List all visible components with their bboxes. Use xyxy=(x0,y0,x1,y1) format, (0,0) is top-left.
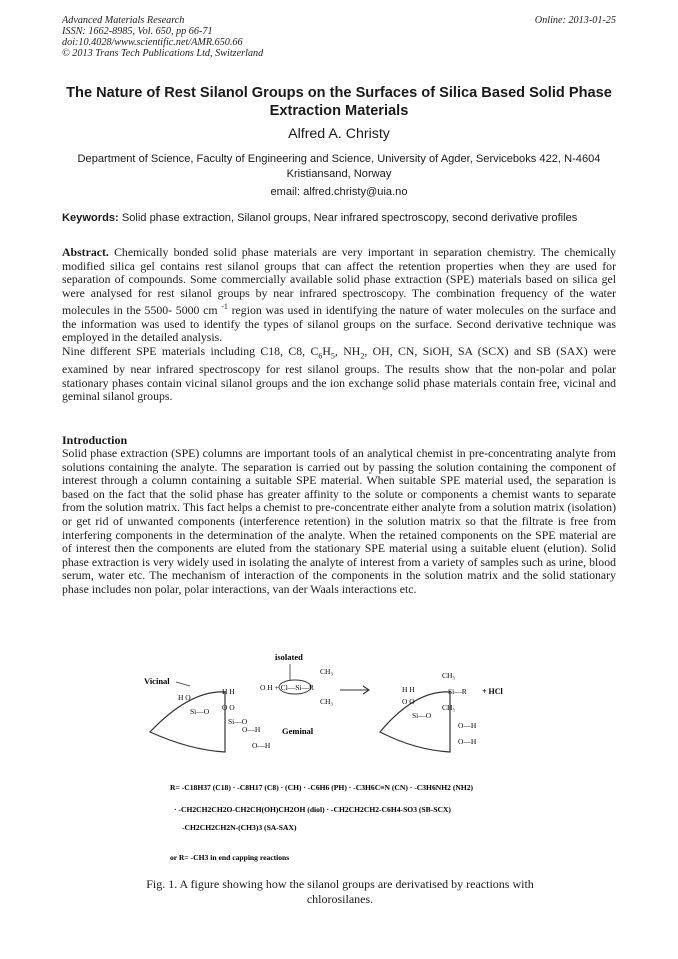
label-vicinal: Vicinal xyxy=(144,676,170,686)
svg-text:Si—O: Si—O xyxy=(190,707,210,716)
svg-text:O O: O O xyxy=(222,703,235,712)
svg-text:O—H: O—H xyxy=(252,741,271,750)
keywords-text: Solid phase extraction, Silanol groups, Near infrared spectroscopy, second derivative profiles xyxy=(121,212,578,224)
label-isolated: isolated xyxy=(275,652,303,662)
svg-text:CH₃: CH₃ xyxy=(320,697,334,706)
abstract-text-f: , OH, CN, SiOH, SA (SCX) and SB (SAX) were examined by near infrared spectroscopy for rest silanol groups. The results show that the non-polar and polar stationary phases contain vicinal silanol groups and the ion exchange solid phase materials contain free, vicinal and geminal silanol groups. xyxy=(62,344,617,404)
abstract-label: Abstract. xyxy=(62,245,109,259)
doi-line: doi:10.4028/www.scientific.net/AMR.650.66 xyxy=(62,37,243,48)
subscript: 6 xyxy=(318,351,323,361)
issn-line: ISSN: 1662-8985, Vol. 650, pp 66-71 xyxy=(62,26,213,37)
svg-text:H H: H H xyxy=(402,685,415,694)
svg-text:CH₃: CH₃ xyxy=(442,703,456,712)
running-header xyxy=(62,15,263,59)
svg-text:O—H: O—H xyxy=(458,721,477,730)
abstract xyxy=(62,246,616,404)
author-name: Alfred A. Christy xyxy=(288,126,390,142)
svg-text:Si—O: Si—O xyxy=(412,711,432,720)
paper-title: The Nature of Rest Silanol Groups on the Surfaces of Silica Based Solid Phase Extraction Materials xyxy=(66,85,612,119)
r-group-line-1: R= -C18H37 (C18) · -C8H17 (C8) · (CH) · -C6H6 (PH) · -C3H6C≡N (CN) · -C3H6NH2 (NH2) xyxy=(170,783,474,792)
svg-text:H O: H O xyxy=(178,693,191,702)
journal-name: Advanced Materials Research xyxy=(62,15,185,26)
svg-text:O O: O O xyxy=(402,697,415,706)
silica-particle-right xyxy=(380,692,450,752)
author-email[interactable]: email: alfred.christy@uia.no xyxy=(270,186,408,198)
abstract-paragraph-2 xyxy=(62,345,616,404)
svg-text:Si—R: Si—R xyxy=(448,687,467,696)
svg-text:CH₃: CH₃ xyxy=(320,667,334,676)
subscript: 2 xyxy=(360,351,365,361)
silanol-derivatization-figure xyxy=(130,652,550,868)
abstract-text-e: , NH xyxy=(334,344,361,359)
abstract-text-d: H xyxy=(322,344,331,359)
r-group-line-4: or R= -CH3 in end capping reactions xyxy=(170,853,290,862)
r-group-line-3: -CH2CH2CH2N-(CH3)3 (SA-SAX) xyxy=(182,823,297,832)
section-heading-introduction: Introduction xyxy=(62,433,128,447)
abstract-text-c: Nine different SPE materials including C18, C8, C xyxy=(62,344,319,359)
svg-text:O H + Cl—Si—R: O H + Cl—Si—R xyxy=(260,683,315,692)
online-date: Online: 2013-01-25 xyxy=(534,15,616,26)
subscript: 5 xyxy=(330,351,335,361)
introduction-text: Solid phase extraction (SPE) columns are important tools of an analytical chemist in pre-concentrating analyte from solutions containing the analyte. The separation is carried out by passing the solution containing the component of interest through a column containing a suitable SPE material. When suitable SPE material used, the separation is based on the fact that the solid phase has greater affinity to the solute or components a chemist wants to separate from the solution matrix. This fact helps a chemist to pre-concentrate either analyte from a solution matrix (isolation) or get rid of unwanted components (interference retention) in the solution matrix so that the filtrate is free from interfering components in the determination of the analyte. When the retained components on the SPE material are of interest then the components are eluted from the stationary SPE material using a suitable eluent (elution). Solid phase extraction is very widely used in isolating the analyte of interest from a variety of samples such as urine, blood serum, water etc. The mechanism of interaction of the components in the solution matrix and the solid stationary phase includes non polar, polar interactions, van der Waals interactions etc. xyxy=(62,446,616,596)
keywords-label: Keywords: xyxy=(62,212,119,224)
copyright-line: © 2013 Trans Tech Publications Ltd, Switzerland xyxy=(62,48,264,59)
superscript-unit: -1 xyxy=(221,302,228,312)
svg-text:CH₃: CH₃ xyxy=(442,671,456,680)
affiliation: Department of Science, Faculty of Engineering and Science, University of Agder, Serviceboks 422, N-4604 Kristiansand, Norway xyxy=(77,153,601,180)
r-group-line-2: · -CH2CH2CH2O-CH2CH(OH)CH2OH (diol) · -CH2CH2CH2-C6H4-SO3 (SB-SCX) xyxy=(174,805,451,814)
svg-text:O—H: O—H xyxy=(458,737,477,746)
svg-text:O—H: O—H xyxy=(242,725,261,734)
label-geminal: Geminal xyxy=(282,726,314,736)
svg-text:Si—O: Si—O xyxy=(228,717,248,726)
abstract-paragraph-1 xyxy=(62,246,616,345)
abstract-text-b: region was used in identifying the nature of water molecules on the surface and the information was used to identify the types of silanol groups on the surface. Second derivative technique was employed in the detailed analysis. xyxy=(62,303,616,345)
figure-caption: Fig. 1. A figure showing how the silanol groups are derivatised by reactions with chlorosilanes. xyxy=(146,877,534,906)
svg-text:H H: H H xyxy=(222,687,235,696)
keywords xyxy=(62,212,616,226)
abstract-text-a: Chemically bonded solid phase materials are very important in separation chemistry. The chemically modified silica gel contains rest silanol groups that can affect the retention properties when they are used for separation of compounds. Some commercially available solid phase extraction (SPE) materials based on silica gel were analysed for rest silanol groups by near infrared spectroscopy. The combination frequency of the water molecules in the 5500- 5000 cm xyxy=(62,245,616,318)
hcl-product: + HCl xyxy=(482,687,503,696)
